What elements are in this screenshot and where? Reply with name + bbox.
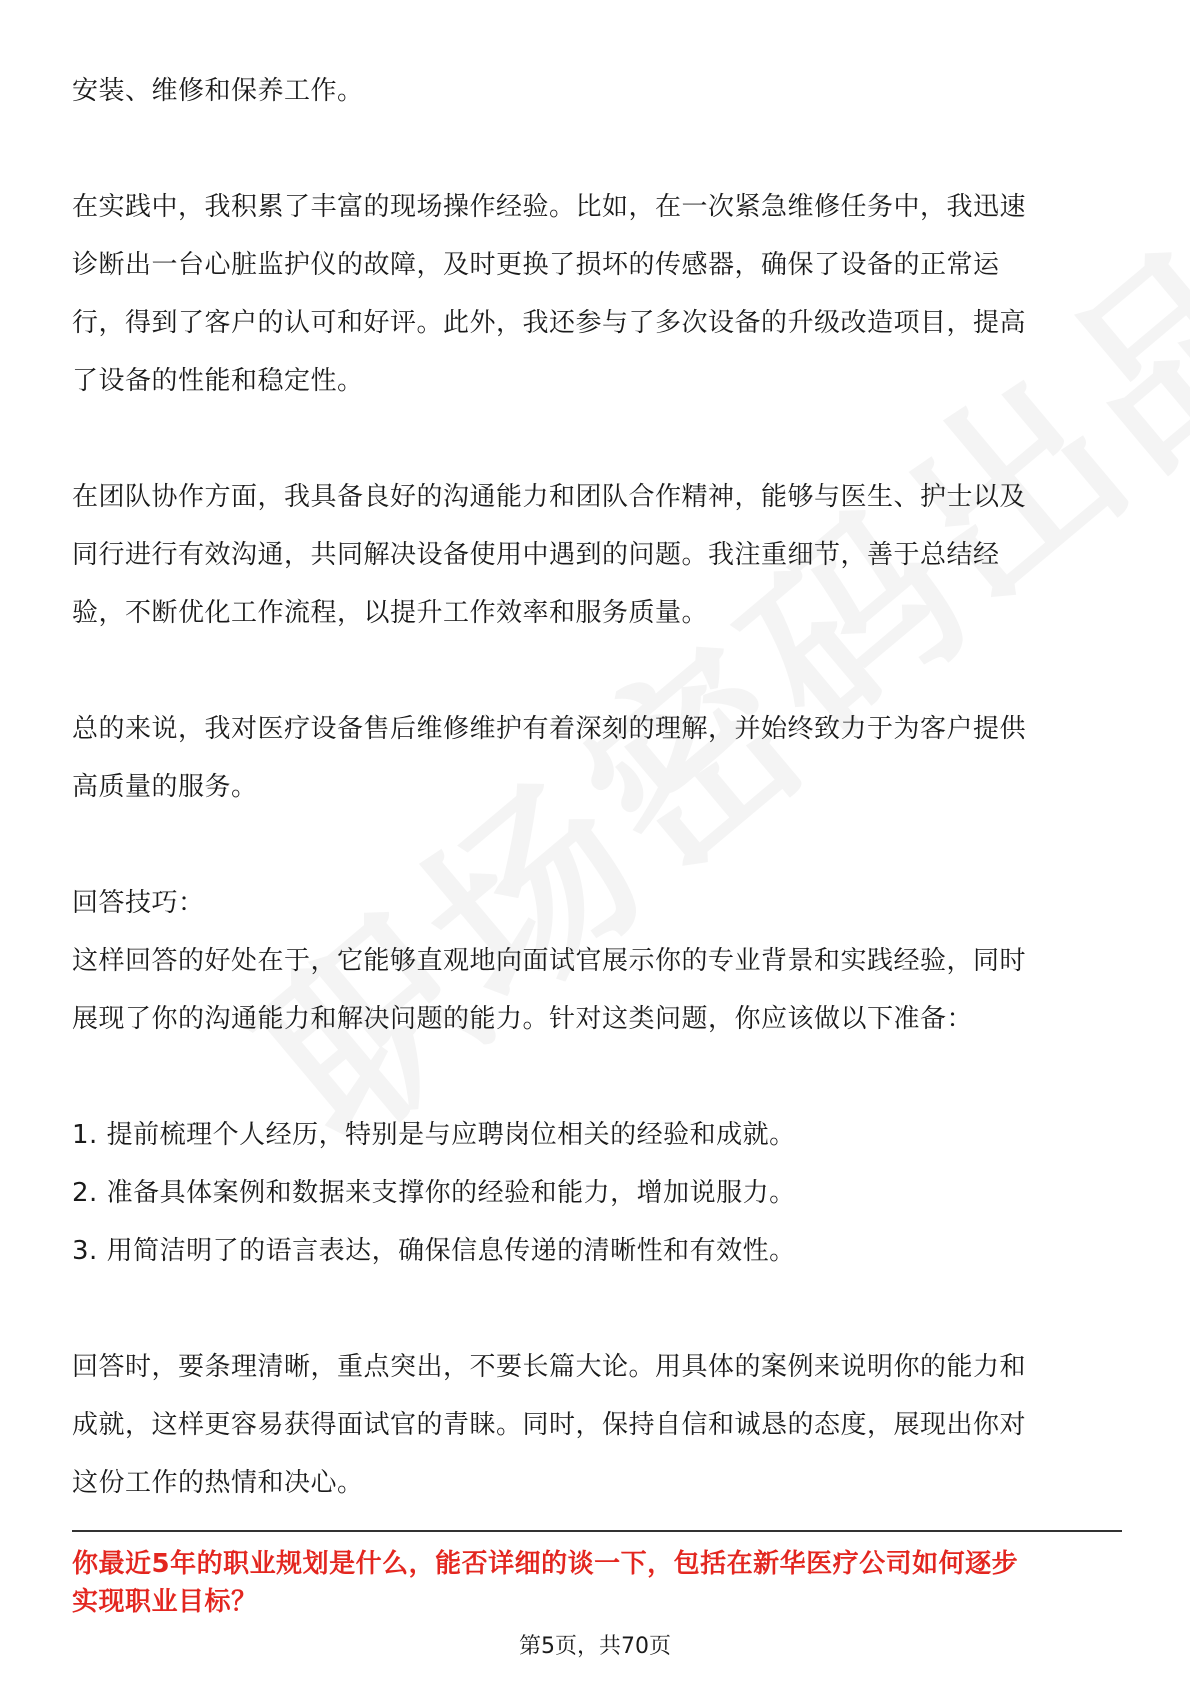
paragraph-line: 验，不断优化工作流程，以提升工作效率和服务质量。	[72, 598, 709, 628]
tips-heading: 回答技巧：	[72, 888, 205, 918]
page-body	[72, 62, 1122, 1512]
question-line: 实现职业目标？	[72, 1587, 258, 1617]
paragraph-line: 在实践中，我积累了丰富的现场操作经验。比如，在一次紧急维修任务中，我迅速	[72, 192, 1027, 222]
paragraph-line: 回答时，要条理清晰，重点突出，不要长篇大论。用具体的案例来说明你的能力和	[72, 1352, 1027, 1382]
question-line: 你最近5年的职业规划是什么，能否详细的谈一下，包括在新华医疗公司如何逐步	[72, 1549, 1019, 1579]
section-divider	[72, 1530, 1122, 1532]
paragraph-line: 诊断出一台心脏监护仪的故障，及时更换了损坏的传感器，确保了设备的正常运	[72, 250, 1000, 280]
paragraph-line: 总的来说，我对医疗设备售后维修维护有着深刻的理解，并始终致力于为客户提供	[72, 714, 1027, 744]
list-item: 3. 用简洁明了的语言表达，确保信息传递的清晰性和有效性。	[72, 1236, 796, 1266]
paragraph-line: 这样回答的好处在于，它能够直观地向面试官展示你的专业背景和实践经验，同时	[72, 946, 1027, 976]
paragraph-line: 这份工作的热情和决心。	[72, 1468, 364, 1498]
list-item: 1. 提前梳理个人经历，特别是与应聘岗位相关的经验和成就。	[72, 1120, 796, 1150]
paragraph-line: 成就，这样更容易获得面试官的青睐。同时，保持自信和诚恳的态度，展现出你对	[72, 1410, 1027, 1440]
interview-question	[72, 1545, 1122, 1621]
paragraph-line: 在团队协作方面，我具备良好的沟通能力和团队合作精神，能够与医生、护士以及	[72, 482, 1027, 512]
paragraph-line: 了设备的性能和稳定性。	[72, 366, 364, 396]
paragraph-line: 同行进行有效沟通，共同解决设备使用中遇到的问题。我注重细节，善于总结经	[72, 540, 1000, 570]
paragraph-line: 行，得到了客户的认可和好评。此外，我还参与了多次设备的升级改造项目，提高	[72, 308, 1027, 338]
paragraph-line: 安装、维修和保养工作。	[72, 76, 364, 106]
paragraph-line: 展现了你的沟通能力和解决问题的能力。针对这类问题，你应该做以下准备：	[72, 1004, 974, 1034]
paragraph-line: 高质量的服务。	[72, 772, 258, 802]
page-number: 第5页，共70页	[519, 1634, 671, 1659]
list-item: 2. 准备具体案例和数据来支撑你的经验和能力，增加说服力。	[72, 1178, 796, 1208]
